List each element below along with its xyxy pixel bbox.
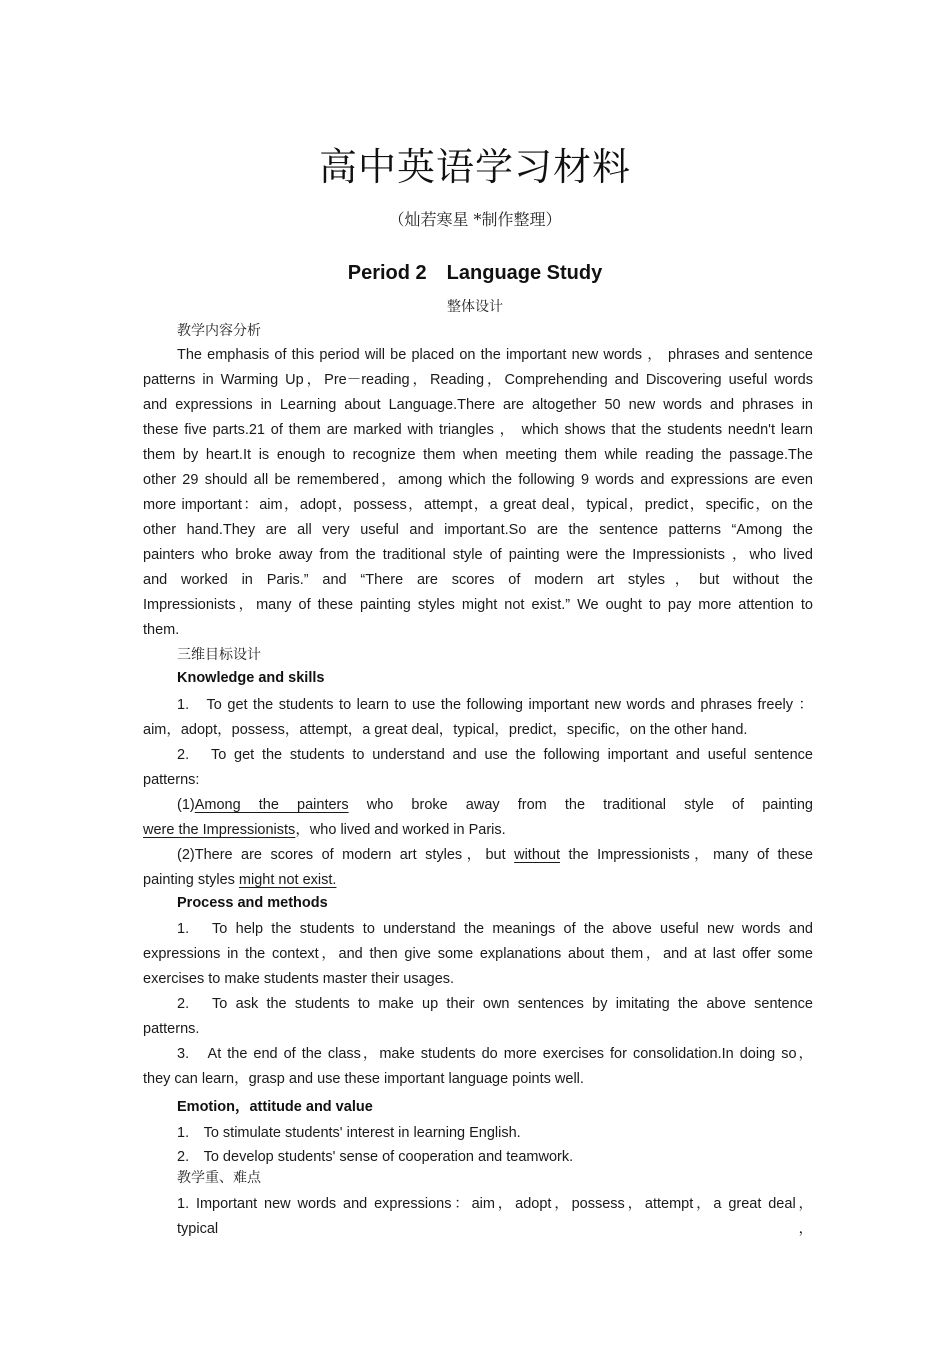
- analysis-line: Impressionists，many of these painting styles might not exist.” We ought to pay more attention to: [143, 597, 813, 613]
- knowledge-item: aim，adopt，possess，attempt，a great deal，typical，predict，specific，on the other hand.: [143, 722, 748, 738]
- emotion-heading: Emotion，attitude and value: [177, 1099, 373, 1115]
- sentence-pattern-1: [143, 793, 813, 818]
- analysis-line: and expressions in Learning about Language.There are altogether 50 new words and phrases in: [143, 397, 813, 413]
- knowledge-item: patterns:: [143, 772, 200, 788]
- process-item: exercises to make students master their usages.: [143, 971, 455, 987]
- subtitle: （灿若寒星 *制作整理）: [388, 210, 562, 229]
- knowledge-block: [143, 693, 813, 893]
- period-title: Period 2 Language Study: [347, 262, 603, 284]
- process-item: 3. At the end of the class，make students do more exercises for consolidation.In doing so，: [177, 1046, 813, 1062]
- analysis-line: and worked in Paris.” and “There are scores of modern art styles，but without the: [143, 572, 813, 588]
- underlined-phrase: were the Impressionists: [143, 822, 296, 838]
- key-points-line: 1. Important new words and expressions：aim，adopt，possess，attempt，a great deal，typical，: [177, 1196, 813, 1237]
- analysis-line: these five parts.21 of them are marked with triangles ， which shows that the students needn't learn: [143, 422, 813, 438]
- process-block: [143, 917, 813, 1092]
- process-heading: Process and methods: [177, 895, 328, 911]
- analysis-line: more important：aim，adopt，possess，attempt，a great deal，typical，predict，specific，on the: [143, 497, 813, 513]
- sentence-pattern-1-cont: [143, 818, 813, 843]
- analysis-line: other hand.They are all very useful and important.So are the sentence patterns “Among the: [143, 522, 813, 538]
- analysis-line: patterns in Warming Up，Pre－reading，Reading，Comprehending and Discovering useful words: [143, 372, 813, 388]
- key-points-block: [143, 1192, 813, 1242]
- underlined-phrase: Among the painters: [194, 797, 349, 813]
- knowledge-item: 1. To get the students to learn to use the following important new words and phrases freely ：: [177, 697, 813, 713]
- knowledge-heading: Knowledge and skills: [177, 670, 325, 686]
- analysis-line: them by heart.It is enough to recognize them when meeting them while reading the passage.The: [143, 447, 813, 463]
- analysis-line: them.: [143, 622, 180, 638]
- emotion-item: 2. To develop students' sense of cooperation and teamwork.: [177, 1149, 574, 1165]
- process-item: they can learn，grasp and use these important language points well.: [143, 1071, 584, 1087]
- underlined-phrase: might not exist.: [238, 872, 337, 888]
- process-item: 1. To help the students to understand the meanings of the above useful new words and: [177, 921, 813, 937]
- pattern-text: painting styles: [143, 872, 239, 888]
- underlined-phrase: without: [514, 847, 561, 863]
- process-item: 2. To ask the students to make up their own sentences by imitating the above sentence: [177, 996, 813, 1012]
- knowledge-item: 2. To get the students to understand and use the following important and useful sentence: [177, 747, 813, 763]
- main-title: 高中英语学习材料: [318, 145, 631, 189]
- pattern-text: (2)There are scores of modern art styles，but: [177, 847, 515, 863]
- process-item: patterns.: [143, 1021, 200, 1037]
- content-analysis-heading: 教学内容分析: [177, 323, 261, 339]
- pattern-number: (1): [177, 797, 195, 813]
- emotion-item: 1. To stimulate students' interest in learning English.: [177, 1125, 521, 1141]
- three-goals-heading: 三维目标设计: [177, 647, 261, 663]
- analysis-paragraph: [143, 343, 813, 643]
- key-points-heading: 教学重、难点: [177, 1170, 261, 1186]
- pattern-text: who broke away from the traditional style of painting: [348, 797, 813, 813]
- sentence-pattern-2-cont: [143, 868, 813, 893]
- analysis-line: The emphasis of this period will be placed on the important new words ， phrases and sentence: [177, 347, 813, 363]
- sentence-pattern-2: [143, 843, 813, 868]
- pattern-text: ，who lived and worked in Paris.: [295, 822, 506, 838]
- pattern-text: the Impressionists，many of these: [560, 847, 813, 863]
- analysis-line: other 29 should all be remembered，among which the following 9 words and expressions are even: [143, 472, 813, 488]
- process-item: expressions in the context，and then give some explanations about them，and at last offer some: [143, 946, 813, 962]
- analysis-line: painters who broke away from the traditional style of painting were the Impressionists ，who lived: [143, 547, 813, 563]
- overall-design-heading: 整体设计: [447, 299, 503, 315]
